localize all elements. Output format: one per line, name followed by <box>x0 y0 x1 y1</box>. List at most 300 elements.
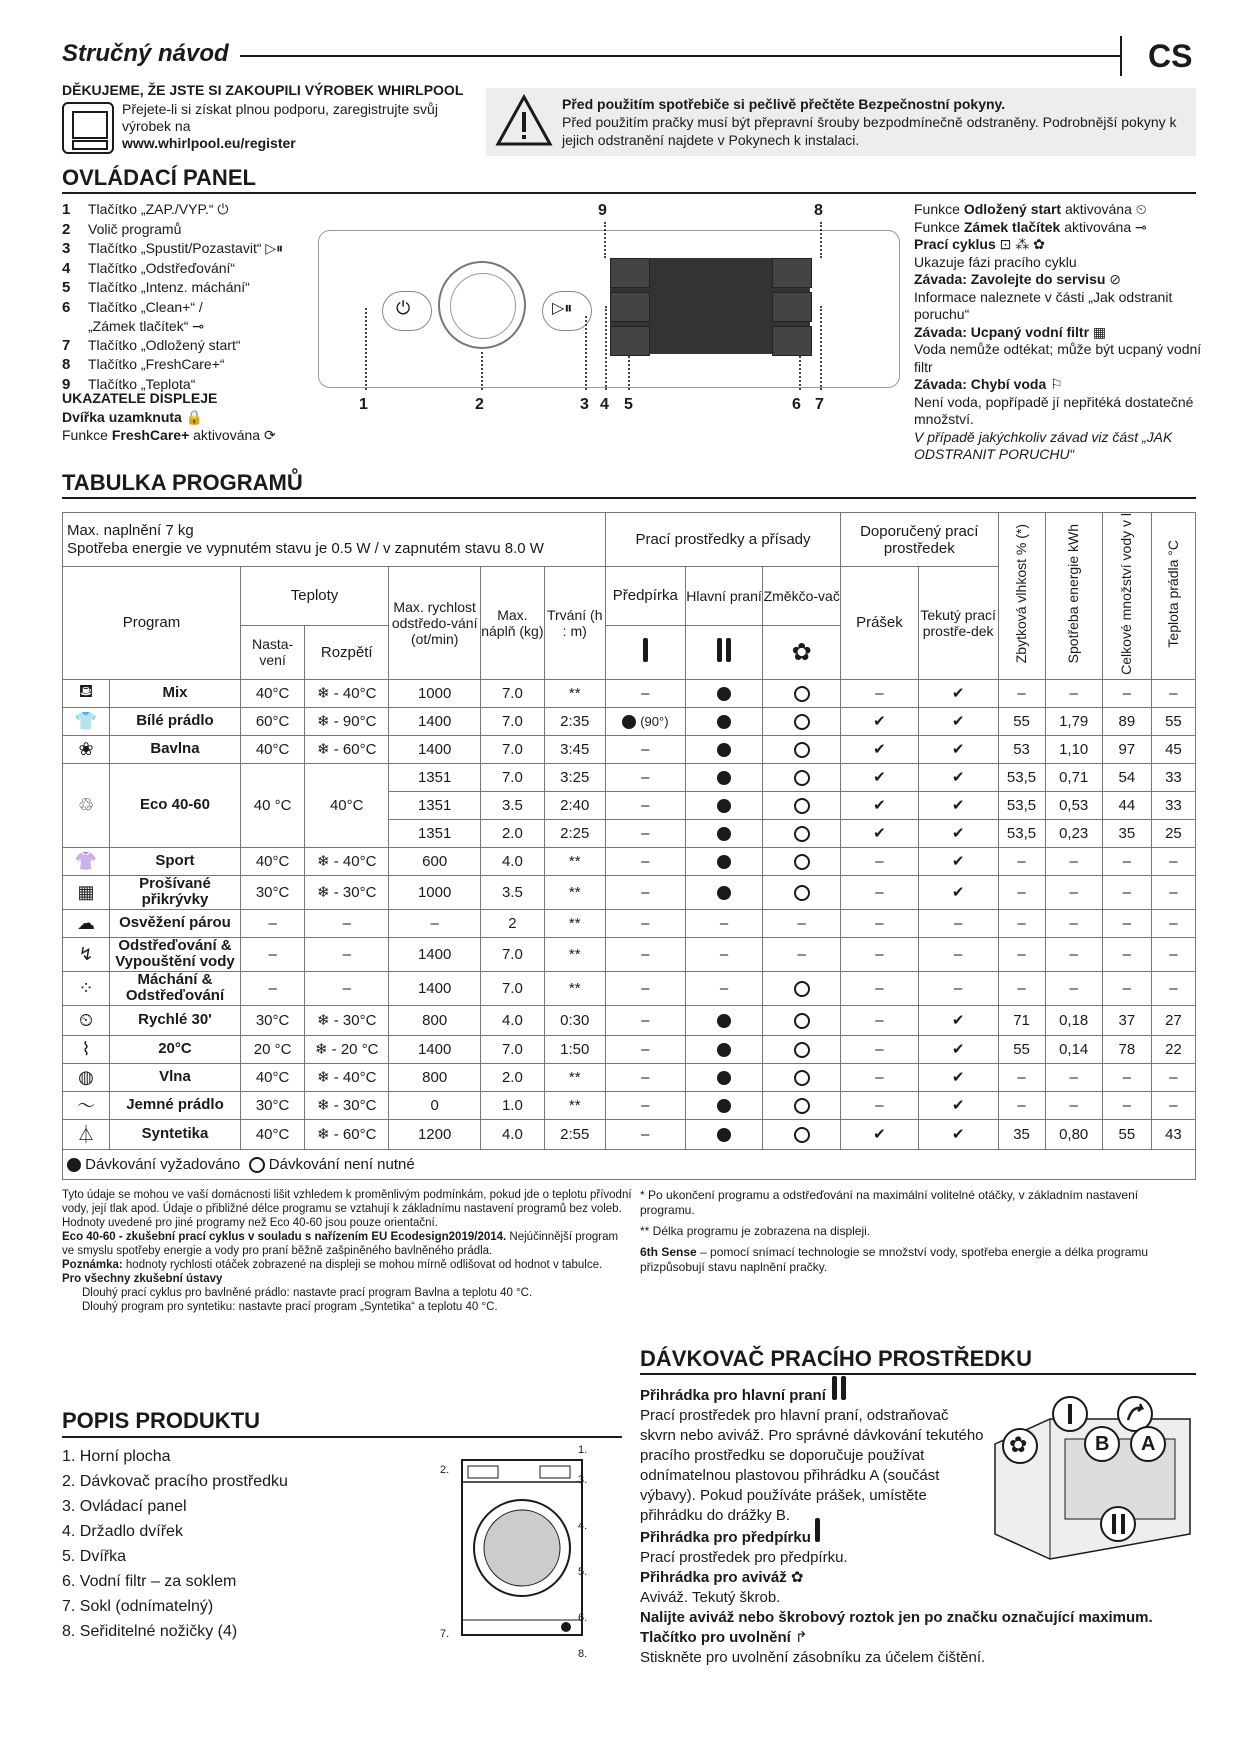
washer-label-7: 7. <box>440 1628 450 1640</box>
label-b: B <box>1095 1433 1110 1455</box>
section-rule <box>62 192 1196 194</box>
cell-main <box>685 1005 763 1035</box>
cell-set: – <box>240 937 304 971</box>
cell-soft <box>763 679 841 707</box>
cell-w: 97 <box>1102 735 1151 763</box>
cell-pre: – <box>605 679 685 707</box>
table-row <box>63 1035 1196 1063</box>
cell-pre: – <box>605 847 685 875</box>
note-labs-bold: Pro všechny zkušební ústavy <box>62 1273 223 1285</box>
cell-m: – <box>998 875 1045 909</box>
h-duration: Trvání (h : m) <box>544 567 605 680</box>
cell-pre: – <box>605 1091 685 1119</box>
page-title: Stručný návod <box>62 40 229 67</box>
control-item: 1 Tlačítko „ZAP./VYP.“ ⏻ <box>62 201 229 218</box>
callout-line-2 <box>481 352 483 390</box>
control-item: 5 Tlačítko „Intenz. máchání“ <box>62 279 250 296</box>
door-locked: Dvířka uzamknuta 🔒 <box>62 408 204 425</box>
cell-main: – <box>685 937 763 971</box>
legend-required: Dávkování vyžadováno <box>85 1155 241 1173</box>
cycle-text: Ukazuje fázi pracího cyklu <box>914 253 1077 270</box>
callout-3: 3 <box>580 396 589 413</box>
cell-pow: – <box>841 971 919 1005</box>
display-heading: UKAZATELE DISPLEJE <box>62 390 218 406</box>
release-button-title: Tlačítko pro uvolnění <box>640 1629 791 1646</box>
h-powder: Prášek <box>841 567 919 680</box>
cell-t: – <box>1151 971 1195 1005</box>
h-liquid: Tekutý prací prostře-dek <box>918 567 998 680</box>
program-icon: 👚 <box>63 847 110 875</box>
program-name: Prošívané přikrývky <box>110 875 241 909</box>
cell-e: 0,18 <box>1045 1005 1102 1035</box>
cell-pow: – <box>841 1035 919 1063</box>
cell-liq: ✔ <box>918 707 998 735</box>
callout-line-5 <box>628 340 630 390</box>
cell-dur: ** <box>544 1063 605 1091</box>
delay-start-button[interactable] <box>772 326 812 356</box>
cell-m: 55 <box>998 1035 1045 1063</box>
h-program: Program <box>63 567 241 680</box>
product-item: 1. Horní plocha <box>62 1448 171 1465</box>
cell-main <box>685 707 763 735</box>
cell-m: – <box>998 1063 1045 1091</box>
cell-w: 54 <box>1102 763 1151 791</box>
cell-liq: ✔ <box>918 1119 998 1149</box>
cell-range: ❄ - 40°C <box>305 1063 389 1091</box>
note-cotton: Dlouhý prací cyklus pro bavlněné prádlo: nastavte prací program Bavlna a teplotu 40 °C. <box>82 1287 533 1299</box>
product-item: 5. Dvířka <box>62 1548 127 1565</box>
cell-main <box>685 679 763 707</box>
cell-load: 2.0 <box>481 1063 544 1091</box>
cell-t: 55 <box>1151 707 1195 735</box>
main-compartment-text: Prací prostředek pro hlavní praní, odstraňovač skvrn nebo aviváž. Pro správné dávkování tekutého pracího prostředku se doporučuje používat odnímatelnou plastovou přihrádku A (součást výbavy). Pokud používáte prášek, umístěte přihrádku do drážky B. <box>640 1407 984 1524</box>
cell-speed: 1200 <box>389 1119 481 1149</box>
cell-speed: 800 <box>389 1063 481 1091</box>
thanks-text: DĚKUJEME, ŽE JSTE SI ZAKOUPILI VÝROBEK WHIRLPOOL <box>62 82 464 98</box>
cell-pow: – <box>841 1005 919 1035</box>
control-item: 2 Volič programů <box>62 220 182 238</box>
cell-w: 55 <box>1102 1119 1151 1149</box>
product-list <box>62 1444 382 1644</box>
cell-load: 2.0 <box>481 819 544 847</box>
control-panel-list <box>62 200 312 394</box>
cell-soft <box>763 1005 841 1035</box>
cell-t: – <box>1151 679 1195 707</box>
cell-t: 22 <box>1151 1035 1195 1063</box>
cell-speed: 1000 <box>389 679 481 707</box>
note-remark-bold: Poznámka: <box>62 1259 123 1271</box>
display-indicators <box>62 389 312 445</box>
cell-e: 0,53 <box>1045 791 1102 819</box>
cell-speed: 0 <box>389 1091 481 1119</box>
warning-icon <box>495 92 553 150</box>
program-name: Osvěžení párou <box>110 909 241 937</box>
cell-dur: 2:25 <box>544 819 605 847</box>
cell-m: – <box>998 971 1045 1005</box>
callout-line-9 <box>604 222 606 258</box>
cell-main: – <box>685 909 763 937</box>
program-icon: 👕 <box>63 707 110 735</box>
control-item: 6 Tlačítko „Clean+“ / <box>62 298 203 316</box>
washer-label-6: 6. <box>578 1612 588 1624</box>
cell-liq: ✔ <box>918 1091 998 1119</box>
cell-load: 7.0 <box>481 679 544 707</box>
cell-range: – <box>305 971 389 1005</box>
h-set: Nasta-vení <box>240 625 304 679</box>
cell-main <box>685 819 763 847</box>
program-selector[interactable] <box>438 261 526 349</box>
freshcare-line: Funkce FreshCare+ aktivována ⟳ <box>62 427 276 443</box>
cell-liq: ✔ <box>918 875 998 909</box>
cell-liq: ✔ <box>918 847 998 875</box>
note-6th-bold: 6th Sense <box>640 1245 697 1259</box>
cell-w: – <box>1102 847 1151 875</box>
callout-6: 6 <box>792 396 801 413</box>
cell-soft <box>763 875 841 909</box>
note-1: Tyto údaje se mohou ve vaší domácnosti lišit vzhledem k proměnlivým podmínkám, pokud jde o teplotu přívodní vody, její tlak apod. Údaje o přibližné délce programu se vztahují k základnímu nastavení programů bez voleb. Hodnoty uvedené pro jiné programy než Eco 40-60 jsou pouze orientační. <box>62 1189 632 1229</box>
cell-set: 60°C <box>240 707 304 735</box>
note-remark-text: hodnoty rychlosti otáček zobrazené na displeji se mohou mírně odlišovat od hodnot v tabulce. <box>122 1259 603 1271</box>
note-eco-bold: Eco 40-60 - zkušební prací cyklus v souladu s nařízením EU Ecodesign2019/2014. <box>62 1231 507 1243</box>
cell-dur: ** <box>544 971 605 1005</box>
program-icon: ⌇ <box>63 1035 110 1063</box>
cell-dur: ** <box>544 1091 605 1119</box>
cell-range: ❄ - 90°C <box>305 707 389 735</box>
cell-m: 53,5 <box>998 791 1045 819</box>
program-icon: ♲ <box>63 763 110 847</box>
control-panel-heading: OVLÁDACÍ PANEL <box>62 165 256 190</box>
cell-load: 7.0 <box>481 707 544 735</box>
program-icon: 〜 <box>63 1091 110 1119</box>
cell-set: 40°C <box>240 679 304 707</box>
cell-speed: 1351 <box>389 791 481 819</box>
cell-main <box>685 847 763 875</box>
release-button-text: Stiskněte pro uvolnění zásobníku za účelem čištění. <box>640 1649 986 1666</box>
section-rule <box>640 1373 1196 1375</box>
cell-soft <box>763 763 841 791</box>
table-legend <box>63 1149 1196 1179</box>
cell-pow: – <box>841 679 919 707</box>
softener-icon: ✿ <box>763 625 841 679</box>
cell-range: ❄ - 60°C <box>305 735 389 763</box>
cell-soft <box>763 1091 841 1119</box>
program-table <box>62 512 1196 1180</box>
cell-e: – <box>1045 909 1102 937</box>
cell-t: 33 <box>1151 791 1195 819</box>
h-main: Hlavní praní <box>685 567 763 626</box>
washer-label-8: 8. <box>578 1648 588 1660</box>
cell-load: 3.5 <box>481 791 544 819</box>
cell-w: – <box>1102 679 1151 707</box>
product-item: 8. Seřiditelné nožičky (4) <box>62 1623 238 1640</box>
h-moisture: Zbytková vlhkost % (*) <box>998 513 1045 680</box>
cell-dur: ** <box>544 909 605 937</box>
cell-dur: ** <box>544 875 605 909</box>
cell-t: 25 <box>1151 819 1195 847</box>
table-row <box>63 735 1196 763</box>
cell-pre: (90°) <box>605 707 685 735</box>
table-info: Max. naplnění 7 kg Spotřeba energie ve vypnutém stavu je 0.5 W / v zapnutém stavu 8.0 W <box>63 513 606 567</box>
callout-2: 2 <box>475 396 484 413</box>
cell-set: 40°C <box>240 847 304 875</box>
control-item: 7 Tlačítko „Odložený start“ <box>62 336 241 354</box>
program-icon: ☁ <box>63 909 110 937</box>
h-energy: Spotřeba energie kWh <box>1045 513 1102 680</box>
control-item: 9 Tlačítko „Teplota“ <box>62 375 196 393</box>
cell-pre: – <box>605 819 685 847</box>
cell-liq: ✔ <box>918 735 998 763</box>
callout-1: 1 <box>359 396 368 413</box>
cell-pow: – <box>841 875 919 909</box>
program-name: Máchání & Odstřeďování <box>110 971 241 1005</box>
table-row <box>63 679 1196 707</box>
callout-4: 4 <box>600 396 609 413</box>
cell-liq: ✔ <box>918 763 998 791</box>
h-detergents: Prací prostředky a přísady <box>605 513 840 567</box>
cell-soft <box>763 1035 841 1063</box>
water-indicator: Závada: Chybí voda <box>914 376 1047 392</box>
cell-pre: – <box>605 1063 685 1091</box>
cell-m: 55 <box>998 707 1045 735</box>
cell-pre: – <box>605 791 685 819</box>
filter-text: Voda nemůže odtékat; může být ucpaný vodní filtr <box>914 341 1202 375</box>
program-name: Sport <box>110 847 241 875</box>
cell-soft <box>763 819 841 847</box>
cell-e: – <box>1045 937 1102 971</box>
prewash-compartment-text: Prací prostředek pro předpírku. <box>640 1549 848 1566</box>
note-eco-text: Nejúčinnější program ve smyslu spotřeby energie a vody pro praní běžně zašpiněného bavlněného prádla. <box>62 1231 619 1257</box>
cell-soft <box>763 847 841 875</box>
program-icon: ⏲ <box>63 1005 110 1035</box>
cell-dur: 0:30 <box>544 1005 605 1035</box>
cell-dur: 3:45 <box>544 735 605 763</box>
washer-label-3: 3. <box>578 1474 588 1486</box>
main-wash-icon <box>685 625 763 679</box>
callout-line-4 <box>605 306 607 390</box>
service-indicator: Závada: Zavolejte do servisu <box>914 271 1106 287</box>
spin-button[interactable] <box>610 292 650 322</box>
table-row <box>63 763 1196 791</box>
h-speed: Max. rychlost odstředo-vání (ot/min) <box>389 567 481 680</box>
cell-pow: ✔ <box>841 1119 919 1149</box>
cell-pow: ✔ <box>841 735 919 763</box>
cell-speed: 1400 <box>389 735 481 763</box>
cell-t: – <box>1151 909 1195 937</box>
cell-liq: ✔ <box>918 1005 998 1035</box>
table-row <box>63 937 1196 971</box>
display-legend: Funkce Odložený start aktivována ⏲ Funkce Zámek tlačítek aktivována ⊸ Prací cyklus ⊡ ⁂ ✿ Ukazuje fázi pracího cyklu Závada: Zavolejte do servisu ⊘ Informace naleznete v části „Jak odstranit poruchu“ Závada: Ucpaný vodní filtr ▦ Voda nemůže odtékat; může být ucpaný vodní filtr Závada: Chybí voda ⚐ Není voda, popřípadě jí nepřitéká dostatečné množství. V případě jakýchkoliv závad viz část „JAK ODSTRANIT PORUCHU“ <box>914 201 1202 462</box>
cell-range: – <box>305 937 389 971</box>
product-item: 3. Ovládací panel <box>62 1498 187 1515</box>
cell-w: – <box>1102 1063 1151 1091</box>
register-block <box>122 101 482 152</box>
cell-t: – <box>1151 1063 1195 1091</box>
cell-speed: 1400 <box>389 1035 481 1063</box>
program-icon: ◍ <box>63 1063 110 1091</box>
control-item: 3 Tlačítko „Spustit/Pozastavit“ ▷⏸ <box>62 240 284 257</box>
cycle-indicator: Prací cyklus <box>914 236 996 252</box>
cell-load: 1.0 <box>481 1091 544 1119</box>
callout-line-8 <box>820 222 822 258</box>
warning-line2: Před použitím pračky musí být přepravní šrouby bezpodmínečně odstraněny. Podrobnější pokyny k jejich odstranění najdete v Pokynech k instalaci. <box>562 114 1177 148</box>
cell-soft <box>763 791 841 819</box>
program-name: Jemné prádlo <box>110 1091 241 1119</box>
cell-soft <box>763 971 841 1005</box>
cell-t: – <box>1151 875 1195 909</box>
program-name: Eco 40-60 <box>110 763 241 847</box>
cell-range: ❄ - 40°C <box>305 679 389 707</box>
callout-line-1 <box>365 308 367 390</box>
cell-dur: 2:55 <box>544 1119 605 1149</box>
cell-main <box>685 875 763 909</box>
freshcare-button[interactable] <box>772 258 812 288</box>
cell-pow: ✔ <box>841 763 919 791</box>
lock-indicator: Funkce Zámek tlačítek aktivována ⊸ <box>914 218 1147 235</box>
note-star: * Po ukončení programu a odstřeďování na maximální volitelné otáčky, v základním nastavení programu. <box>640 1188 1139 1217</box>
cell-dur: 2:40 <box>544 791 605 819</box>
start-pause-icon: ▷⏸ <box>552 300 573 317</box>
control-item: 4 Tlačítko „Odstřeďování“ <box>62 259 236 277</box>
cell-e: – <box>1045 875 1102 909</box>
warning-line1: Před použitím spotřebiče si pečlivě přečtěte Bezpečnostní pokyny. <box>562 96 1006 112</box>
cell-main: – <box>685 971 763 1005</box>
main-compartment-title: Přihrádka pro hlavní praní <box>640 1387 826 1404</box>
cell-soft <box>763 707 841 735</box>
cell-m: 35 <box>998 1119 1045 1149</box>
program-name: Bílé prádlo <box>110 707 241 735</box>
legend-optional: Dávkování není nutné <box>268 1155 415 1173</box>
program-icon: ↯ <box>63 937 110 971</box>
cell-load: 7.0 <box>481 763 544 791</box>
cell-m: 71 <box>998 1005 1045 1035</box>
product-item: 4. Držadlo dvířek <box>62 1523 183 1540</box>
h-water: Celkové množství vody v l <box>1102 513 1151 680</box>
note-double-star: ** Délka programu je zobrazena na displeji. <box>640 1224 871 1238</box>
rinse-button[interactable] <box>610 326 650 356</box>
programs-heading: TABULKA PROGRAMŮ <box>62 470 303 495</box>
cell-t: – <box>1151 1091 1195 1119</box>
cell-pre: – <box>605 735 685 763</box>
cell-w: 78 <box>1102 1035 1151 1063</box>
cell-main <box>685 1091 763 1119</box>
cell-dur: ** <box>544 937 605 971</box>
cell-m: – <box>998 847 1045 875</box>
cell-load: 7.0 <box>481 735 544 763</box>
cell-e: – <box>1045 679 1102 707</box>
cell-w: 44 <box>1102 791 1151 819</box>
cell-t: 33 <box>1151 763 1195 791</box>
cell-t: – <box>1151 847 1195 875</box>
callout-5: 5 <box>624 396 633 413</box>
cell-e: 0,80 <box>1045 1119 1102 1149</box>
cell-m: 53,5 <box>998 763 1045 791</box>
cell-speed: 800 <box>389 1005 481 1035</box>
cell-range: – <box>305 909 389 937</box>
cell-dur: 1:50 <box>544 1035 605 1063</box>
cell-e: 1,79 <box>1045 707 1102 735</box>
table-row <box>63 1119 1196 1149</box>
washer-label-2: 2. <box>440 1464 450 1476</box>
program-name: Mix <box>110 679 241 707</box>
cell-liq: ✔ <box>918 791 998 819</box>
cell-speed: 1000 <box>389 875 481 909</box>
cell-pre: – <box>605 1005 685 1035</box>
cell-range: ❄ - 60°C <box>305 1119 389 1149</box>
filter-indicator: Závada: Ucpaný vodní filtr <box>914 323 1090 340</box>
cell-m: 53,5 <box>998 819 1045 847</box>
cell-dur: 2:35 <box>544 707 605 735</box>
prewash-compartment-title: Přihrádka pro předpírku <box>640 1529 811 1546</box>
cell-m: – <box>998 909 1045 937</box>
cell-pow: – <box>841 909 919 937</box>
softener-compartment-title: Přihrádka pro aviváž <box>640 1569 787 1586</box>
cell-e: 1,10 <box>1045 735 1102 763</box>
control-item: „Zámek tlačítek“ ⊸ <box>88 318 204 334</box>
cell-soft <box>763 735 841 763</box>
cell-speed: 600 <box>389 847 481 875</box>
cell-load: 4.0 <box>481 1005 544 1035</box>
cell-load: 2 <box>481 909 544 937</box>
cell-soft <box>763 1119 841 1149</box>
cell-load: 7.0 <box>481 971 544 1005</box>
table-row <box>63 909 1196 937</box>
register-link[interactable]: www.whirlpool.eu/register <box>122 135 296 151</box>
water-text: Není voda, popřípadě jí nepřitéká dostatečné množství. <box>914 393 1194 427</box>
dispenser-rest: Přihrádka pro předpírku Prací prostředek pro předpírku. Přihrádka pro aviváž ✿ Aviváž. Tekutý škrob. Nalijte aviváž nebo škrobový roztok jen po značku označující maximum. Tlačítko pro uvolnění ↱ Stiskněte pro uvolnění zásobníku za účelem čištění. <box>640 1518 1196 1668</box>
program-name: Syntetika <box>110 1119 241 1149</box>
cell-pow: – <box>841 1091 919 1119</box>
cell-set: – <box>240 971 304 1005</box>
cell-pow: ✔ <box>841 791 919 819</box>
language-code: CS <box>1148 38 1193 74</box>
cell-pow: – <box>841 937 919 971</box>
cell-soft: – <box>763 909 841 937</box>
cell-load: 3.5 <box>481 875 544 909</box>
cell-pre: – <box>605 909 685 937</box>
cell-liq: – <box>918 909 998 937</box>
callout-line-3 <box>585 316 587 390</box>
program-icon: ⏃ <box>63 1119 110 1149</box>
cell-e: 0,23 <box>1045 819 1102 847</box>
warning-text <box>562 95 1187 149</box>
cell-dur: ** <box>544 679 605 707</box>
header-rule <box>240 55 1120 57</box>
table-row <box>63 1005 1196 1035</box>
program-name: Vlna <box>110 1063 241 1091</box>
cell-soft: – <box>763 937 841 971</box>
temperature-button[interactable] <box>610 258 650 288</box>
h-prewash: Předpírka <box>605 567 685 626</box>
h-recommended: Doporučený prací prostředek <box>841 513 998 567</box>
cell-m: – <box>998 1091 1045 1119</box>
program-icon: ▦ <box>63 875 110 909</box>
clean-lock-button[interactable] <box>772 292 812 322</box>
callout-7: 7 <box>815 396 824 413</box>
cell-range: ❄ - 30°C <box>305 1005 389 1035</box>
cell-pre: – <box>605 971 685 1005</box>
program-name: 20°C <box>110 1035 241 1063</box>
note-6th-text: – pomocí snímací technologie se množství vody, spotřeba energie a délka programu přizpůsobují stavu naplnění pračky. <box>640 1245 1149 1274</box>
cell-soft <box>763 1063 841 1091</box>
washer-label-1: 1. <box>578 1444 588 1456</box>
callout-line-6 <box>799 340 801 390</box>
product-item: 6. Vodní filtr – za soklem <box>62 1573 237 1590</box>
cell-load: 4.0 <box>481 847 544 875</box>
program-icon: ⁘ <box>63 971 110 1005</box>
cell-set: 40°C <box>240 735 304 763</box>
cell-load: 7.0 <box>481 1035 544 1063</box>
cell-liq: ✔ <box>918 679 998 707</box>
